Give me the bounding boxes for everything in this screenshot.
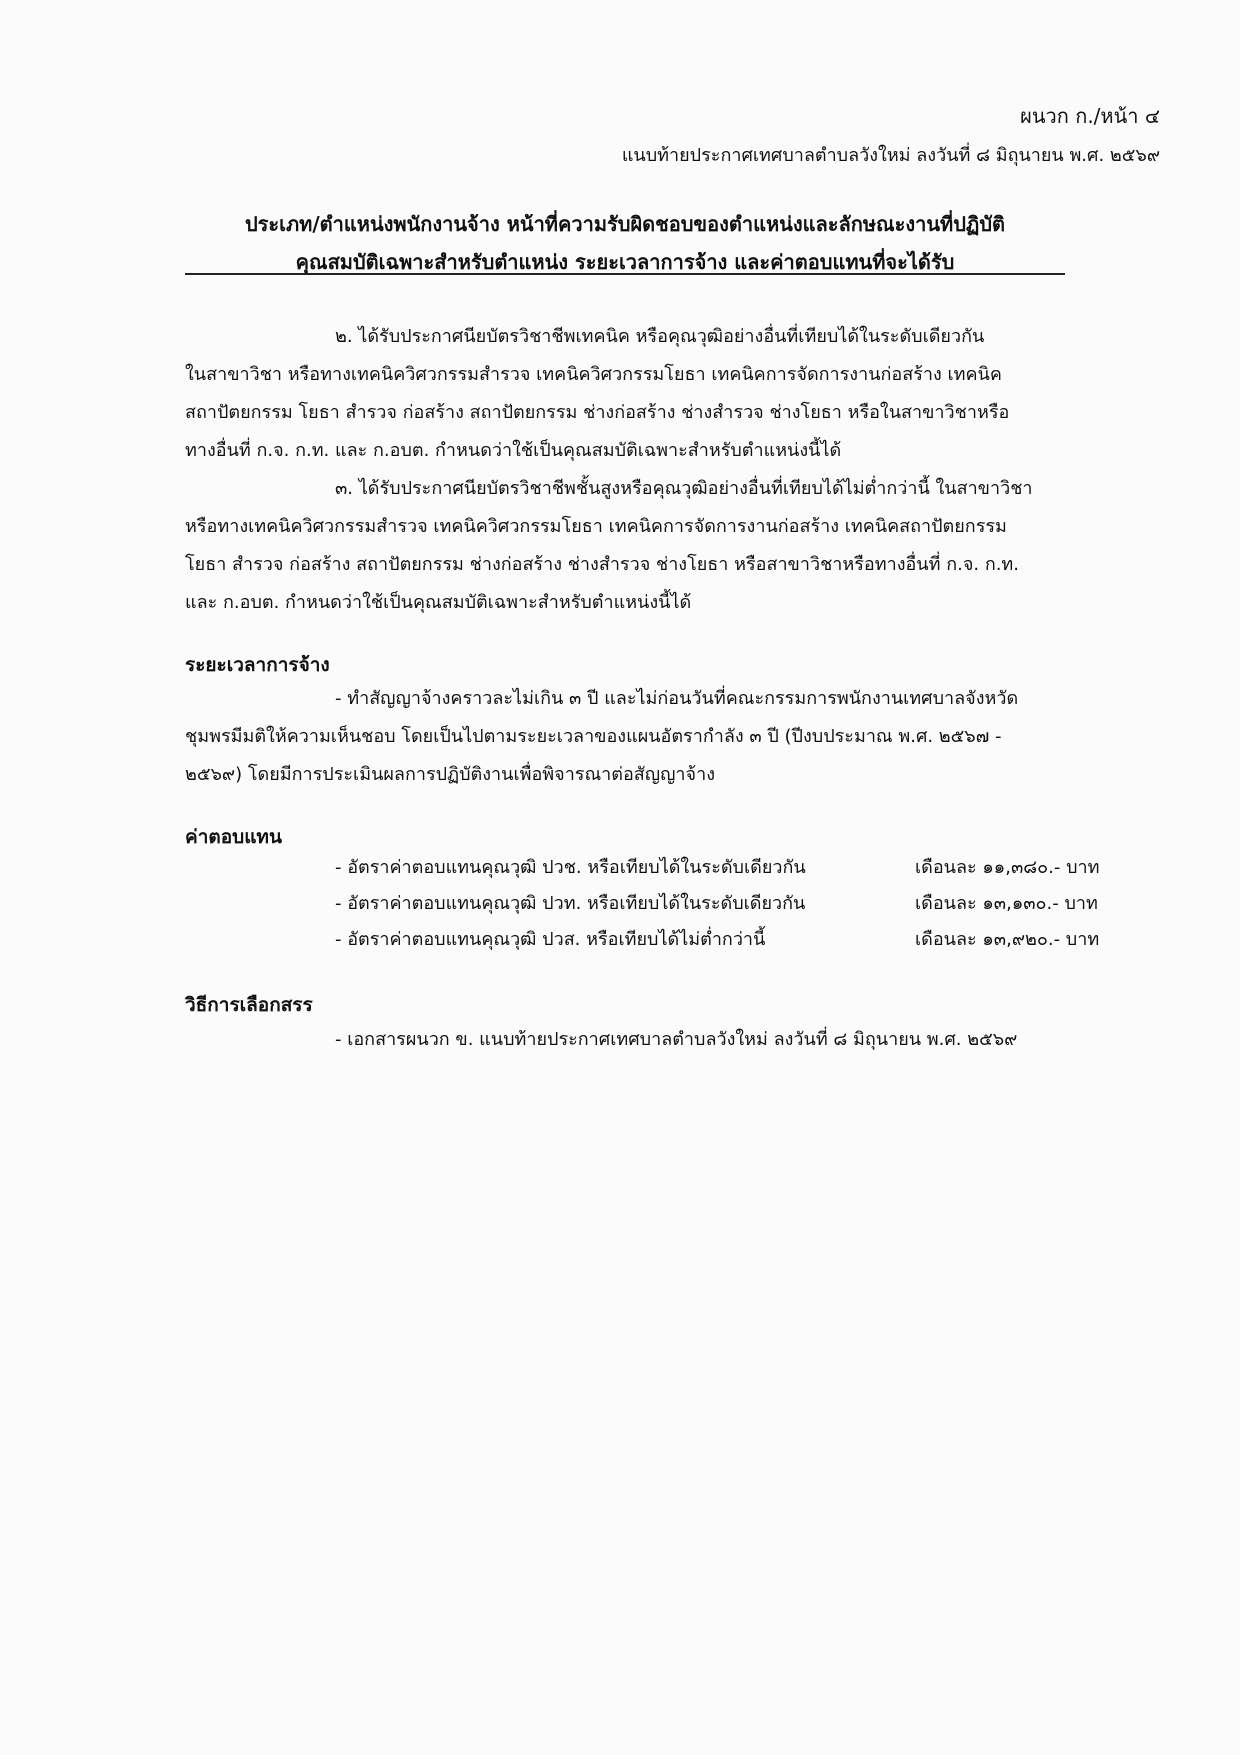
rate-row-vocational-certificate — [335, 852, 1155, 888]
document-title — [185, 205, 1065, 281]
selection-method-heading: วิธีการเลือกสรร — [185, 994, 313, 1016]
text-line: - ทำสัญญาจ้างคราวละไม่เกิน ๓ ปี และไม่ก่อนวันที่คณะกรรมการพนักงานเทศบาลจังหวัด — [335, 688, 1019, 709]
rate-description: - อัตราค่าตอบแทนคุณวุฒิ ปวท. หรือเทียบได้ในระดับเดียวกัน — [335, 893, 806, 914]
rate-row-high-vocational-certificate — [335, 924, 1155, 960]
rate-amount: เดือนละ ๑๓,๑๓๐.- บาท — [915, 893, 1098, 914]
rate-description: - อัตราค่าตอบแทนคุณวุฒิ ปวช. หรือเทียบได้ในระดับเดียวกัน — [335, 857, 806, 878]
title-line-2: คุณสมบัติเฉพาะสำหรับตำแหน่ง ระยะเวลาการจ้าง และค่าตอบแทนที่จะได้รับ — [295, 250, 955, 274]
rate-amount: เดือนละ ๑๑,๓๘๐.- บาท — [915, 857, 1100, 878]
text-line: ทางอื่นที่ ก.จ. ก.ท. และ ก.อบต. กำหนดว่าใช้เป็นคุณสมบัติเฉพาะสำหรับตำแหน่งนี้ได้ — [185, 440, 842, 461]
text-line: และ ก.อบต. กำหนดว่าใช้เป็นคุณสมบัติเฉพาะสำหรับตำแหน่งนี้ได้ — [185, 592, 692, 613]
selection-method-text: - เอกสารผนวก ข. แนบท้ายประกาศเทศบาลตำบลวังใหม่ ลงวันที่ ๘ มิถุนายน พ.ศ. ๒๕๖๙ — [335, 1029, 1018, 1050]
employment-period-text — [185, 680, 1155, 794]
text-line: ๓. ได้รับประกาศนียบัตรวิชาชีพชั้นสูงหรือคุณวุฒิอย่างอื่นที่เทียบได้ไม่ต่ำกว่านี้ ในสาขาวิชา — [335, 478, 1033, 499]
title-underline — [185, 273, 1065, 275]
text-line: ๒. ได้รับประกาศนียบัตรวิชาชีพเทคนิค หรือคุณวุฒิอย่างอื่นที่เทียบได้ในระดับเดียวกัน — [335, 326, 985, 347]
rate-row-technical-certificate — [335, 888, 1155, 924]
rate-description: - อัตราค่าตอบแทนคุณวุฒิ ปวส. หรือเทียบได้ไม่ต่ำกว่านี้ — [335, 929, 766, 950]
text-line: สถาปัตยกรรม โยธา สำรวจ ก่อสร้าง สถาปัตยกรรม ช่างก่อสร้าง ช่างสำรวจ ช่างโยธา หรือในสาขาวิชาหรือ — [185, 402, 1010, 423]
text-line: โยธา สำรวจ ก่อสร้าง สถาปัตยกรรม ช่างก่อสร้าง ช่างสำรวจ ช่างโยธา หรือสาขาวิชาหรือทางอื่นที่ ก.จ. ก.ท. — [185, 554, 1020, 575]
title-line-1: ประเภท/ตำแหน่งพนักงานจ้าง หน้าที่ความรับผิดชอบของตำแหน่งและลักษณะงานที่ปฏิบัติ — [244, 212, 1006, 236]
text-line: ๒๕๖๙) โดยมีการประเมินผลการปฏิบัติงานเพื่อพิจารณาต่อสัญญาจ้าง — [185, 764, 715, 785]
text-line: หรือทางเทคนิควิศวกรรมสำรวจ เทคนิควิศวกรรมโยธา เทคนิคการจัดการงานก่อสร้าง เทคนิคสถาปัตยกรรม — [185, 516, 1007, 537]
qualification-item-2 — [185, 318, 1155, 470]
page-reference: ผนวก ก./หน้า ๔ — [1020, 104, 1160, 128]
rate-amount: เดือนละ ๑๓,๙๒๐.- บาท — [915, 929, 1100, 950]
attachment-reference: แนบท้ายประกาศเทศบาลตำบลวังใหม่ ลงวันที่ ๘ มิถุนายน พ.ศ. ๒๕๖๙ — [621, 145, 1160, 166]
text-line: ชุมพรมีมติให้ความเห็นชอบ โดยเป็นไปตามระยะเวลาของแผนอัตรากำลัง ๓ ปี (ปีงบประมาณ พ.ศ. ๒๕๖๗ - — [185, 726, 1002, 747]
qualification-item-3 — [185, 470, 1155, 622]
employment-period-heading: ระยะเวลาการจ้าง — [185, 654, 330, 676]
compensation-heading: ค่าตอบแทน — [185, 826, 282, 848]
text-line: ในสาขาวิชา หรือทางเทคนิควิศวกรรมสำรวจ เทคนิควิศวกรรมโยธา เทคนิคการจัดการงานก่อสร้าง เทคนิค — [185, 364, 1002, 385]
